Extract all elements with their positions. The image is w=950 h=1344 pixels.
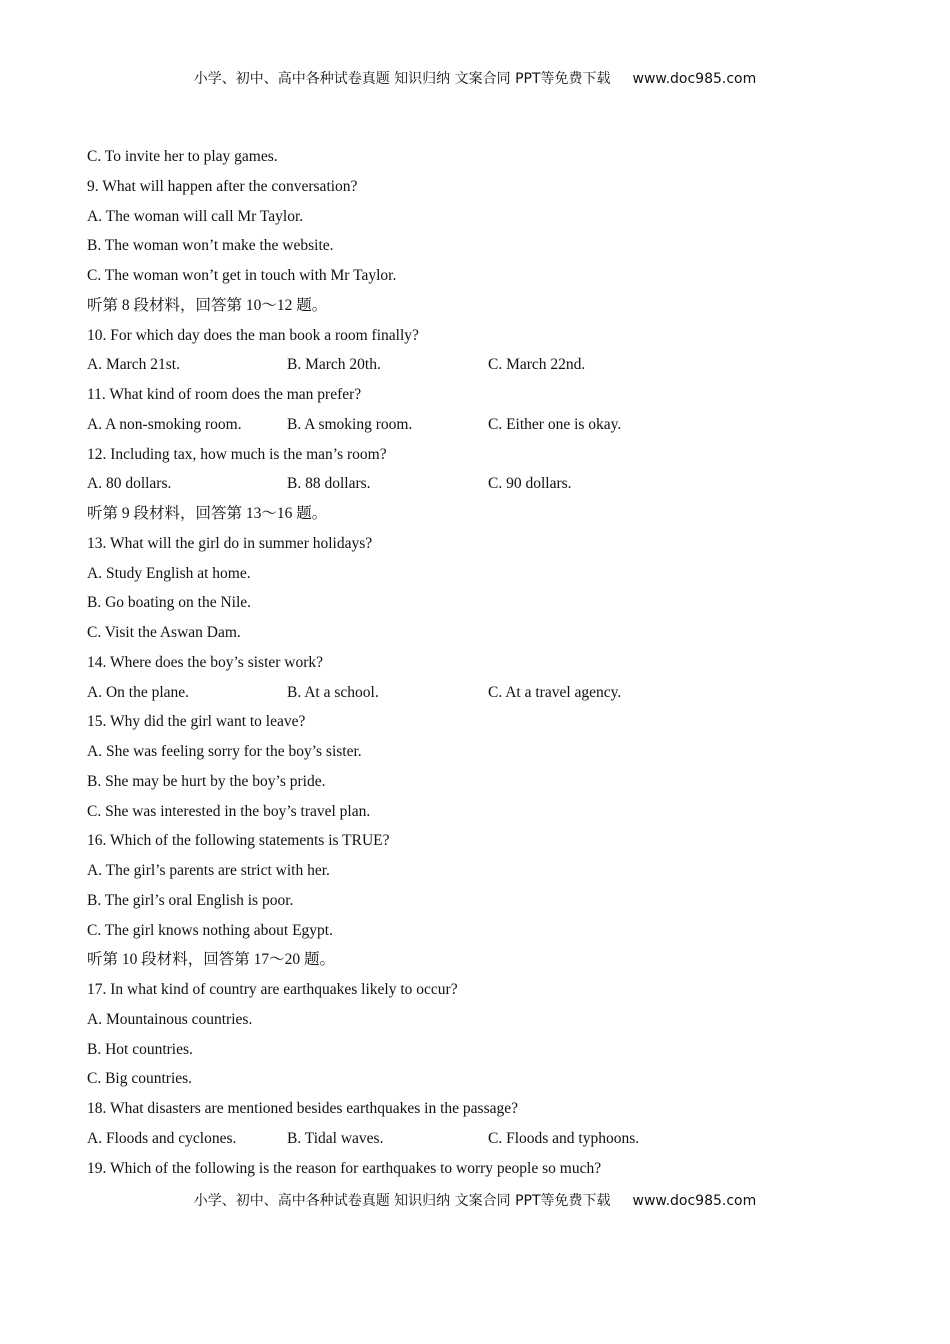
footer-site: www.doc985.com <box>632 1193 757 1209</box>
answer-option: A. 80 dollars. <box>87 475 172 493</box>
text-line: C. The girl knows nothing about Egypt. <box>87 921 333 939</box>
answer-option: B. At a school. <box>287 683 379 701</box>
text-line: 听第 8 段材料，回答第 10～12 题。 <box>87 296 328 314</box>
text-line: 14. Where does the boy’s sister work? <box>87 653 324 671</box>
question-body <box>87 142 887 1183</box>
text-line: 18. What disasters are mentioned besides earthquakes in the passage? <box>87 1100 518 1117</box>
answer-option: B. Tidal waves. <box>287 1129 384 1147</box>
text-line: A. Study English at home. <box>87 564 251 582</box>
text-line: 19. Which of the following is the reason for earthquakes to worry people so much? <box>87 1159 602 1177</box>
text-line: 听第 9 段材料，回答第 13～16 题。 <box>87 505 328 522</box>
text-line: A. The girl’s parents are strict with her. <box>87 862 330 879</box>
page-header <box>0 68 950 88</box>
answer-option: C. Either one is okay. <box>488 415 622 433</box>
text-line: B. The woman won’t make the website. <box>87 237 334 255</box>
page-footer <box>0 1190 950 1210</box>
header-text: 小学、初中、高中各种试卷真题 知识归纳 文案合同 PPT等免费下载 <box>193 71 611 87</box>
text-line: 13. What will the girl do in summer holidays? <box>87 534 373 552</box>
text-line: B. The girl’s oral English is poor. <box>87 891 294 909</box>
text-line: A. Mountainous countries. <box>87 1010 253 1028</box>
text-line: B. Hot countries. <box>87 1040 193 1058</box>
options-row <box>87 350 887 380</box>
header-site: www.doc985.com <box>632 71 757 87</box>
text-line: 听第 10 段材料，回答第 17～20 题。 <box>87 951 336 969</box>
footer-text: 小学、初中、高中各种试卷真题 知识归纳 文案合同 PPT等免费下载 <box>193 1193 611 1209</box>
text-line: 15. Why did the girl want to leave? <box>87 713 306 731</box>
text-line: C. To invite her to play games. <box>87 148 278 165</box>
text-line: A. The woman will call Mr Taylor. <box>87 207 304 225</box>
text-line: 11. What kind of room does the man prefer? <box>87 386 362 403</box>
text-line: 9. What will happen after the conversation? <box>87 177 358 195</box>
text-line: 17. In what kind of country are earthquakes likely to occur? <box>87 981 458 998</box>
text-line: B. She may be hurt by the boy’s pride. <box>87 772 326 790</box>
answer-option: B. March 20th. <box>287 356 381 374</box>
answer-option: A. A non-smoking room. <box>87 415 242 433</box>
text-line: B. Go boating on the Nile. <box>87 594 252 612</box>
text-line: C. Visit the Aswan Dam. <box>87 624 241 641</box>
answer-option: C. At a travel agency. <box>488 683 622 701</box>
answer-option: A. March 21st. <box>87 356 180 374</box>
text-line: 12. Including tax, how much is the man’s room? <box>87 445 387 463</box>
text-line: 10. For which day does the man book a room finally? <box>87 326 419 344</box>
text-line: C. Big countries. <box>87 1070 193 1088</box>
options-row <box>87 678 887 708</box>
answer-option: C. March 22nd. <box>488 356 586 374</box>
text-line: 16. Which of the following statements is TRUE? <box>87 832 390 850</box>
options-row <box>87 469 887 499</box>
options-row <box>87 1124 887 1154</box>
text-line: C. The woman won’t get in touch with Mr Taylor. <box>87 267 397 284</box>
answer-option: C. 90 dollars. <box>488 475 572 493</box>
answer-option: B. 88 dollars. <box>287 475 371 493</box>
answer-option: A. Floods and cyclones. <box>87 1129 237 1147</box>
options-row <box>87 410 887 440</box>
answer-option: C. Floods and typhoons. <box>488 1129 640 1147</box>
answer-option: A. On the plane. <box>87 683 190 701</box>
text-line: C. She was interested in the boy’s travel plan. <box>87 802 371 820</box>
answer-option: B. A smoking room. <box>287 415 413 433</box>
text-line: A. She was feeling sorry for the boy’s sister. <box>87 743 362 760</box>
